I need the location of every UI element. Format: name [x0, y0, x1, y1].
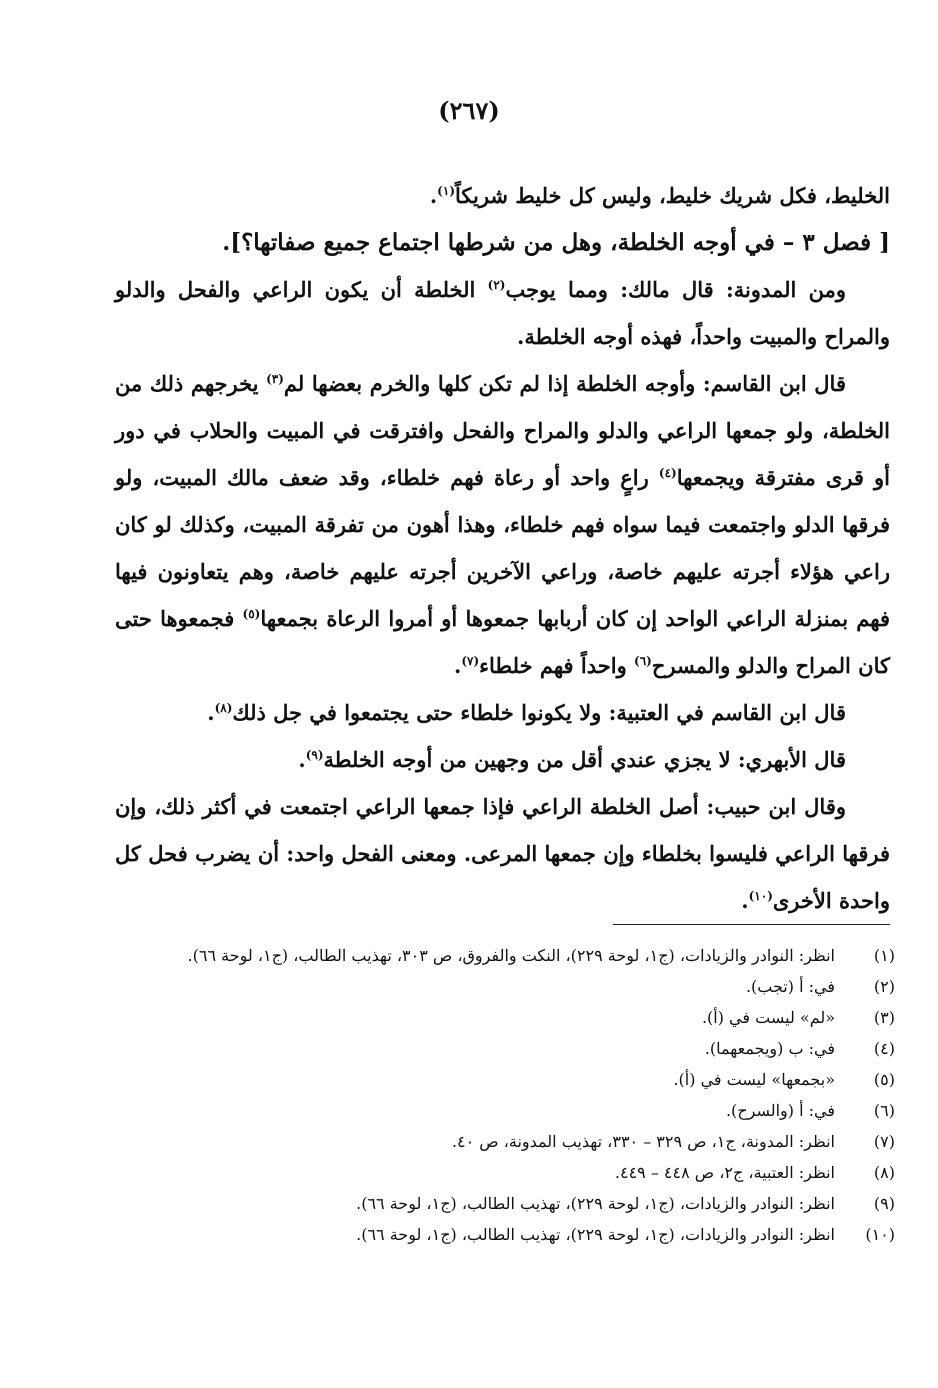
- paragraph-5: [115, 736, 890, 783]
- footnote-ref[interactable]: (٨): [214, 701, 233, 715]
- footnote-number: (٥): [873, 1070, 895, 1089]
- footnote-2: [115, 971, 895, 1002]
- footnote-ref[interactable]: (٢): [487, 278, 506, 292]
- paragraph-2: [115, 266, 890, 360]
- footnote-8: [115, 1157, 895, 1188]
- paragraph-4: [115, 689, 890, 736]
- footnote-4: [115, 1033, 895, 1064]
- footnote-text: انظر: النوادر والزيادات، (ج١، لوحة ٢٢٩)، النكت والفروق، ص ٣٠٣، تهذيب الطالب، (ج١، لوحة ٦٦).: [187, 946, 835, 965]
- footnote-5: [115, 1064, 895, 1095]
- paragraph-text: ومن المدونة: قال مالك: ومما يوجب: [505, 277, 846, 302]
- footnote-number: (٤): [873, 1039, 895, 1058]
- footnote-ref[interactable]: (٩): [305, 748, 324, 762]
- paragraph-end: .: [207, 700, 215, 725]
- footnote-number: (٨): [873, 1163, 895, 1182]
- paragraph-6: [115, 783, 890, 924]
- paragraph-3: [115, 360, 890, 689]
- footnotes: [115, 940, 895, 1250]
- footnote-number: (١٠): [865, 1225, 895, 1244]
- footnote-text: انظر: النوادر والزيادات، (ج١، لوحة ٢٢٩)، تهذيب الطالب، (ج١، لوحة ٦٦).: [356, 1225, 835, 1244]
- paragraph-1: [115, 172, 890, 219]
- footnote-ref[interactable]: (١٠): [748, 889, 773, 903]
- paragraph-end: .: [429, 183, 438, 208]
- footnote-ref[interactable]: (٦): [634, 654, 652, 668]
- footnote-number: (٢): [873, 977, 895, 996]
- paragraph-text: الخلطة أن يكون الراعي والفحل والدلو والمراح والمبيت واحداً، فهذه أوجه الخلطة.: [115, 277, 890, 349]
- footnote-9: [115, 1188, 895, 1219]
- paragraph-text: قال الأبهري: لا يجزي عندي أقل من وجهين من أوجه الخلطة: [323, 747, 846, 772]
- footnote-text: في: أ (والسرح).: [725, 1101, 835, 1120]
- paragraph-text: يخرجهم ذلك من الخلطة، ولو جمعها الراعي والدلو والمراح والفحل وافترقت في المبيت والحلاب في دور أو قرى مفترقة ويجمعها: [115, 371, 890, 490]
- footnote-6: [115, 1095, 895, 1126]
- footnote-text: في: ب (ويجمعهما).: [704, 1039, 835, 1058]
- footnote-number: (٧): [873, 1132, 895, 1151]
- paragraph-text: راعٍ واحد أو رعاة فهم خلطاء، وقد ضعف مالك المبيت، ولو فرقها الدلو واجتمعت فيما سواه فهم خلطاء، وهذا أهون من تفرقة المبيت، وكذلك لو كان راعي هؤلاء أجرته عليهم خاصة، وراعي الآخرين أجرته عليهم خاصة، وهم يتعاونون فيها فهم بمنزلة الراعي الواحد إن كان أربابها جمعوها أو أمروا الرعاة بجمعها: [115, 465, 890, 631]
- footnote-ref[interactable]: (٤): [658, 466, 677, 480]
- footnote-separator: [613, 924, 890, 925]
- paragraph-text: قال ابن القاسم في العتبية: ولا يكونوا خلطاء حتى يجتمعوا في جل ذلك: [232, 700, 846, 725]
- footnote-ref[interactable]: (١): [437, 184, 455, 198]
- paragraph-end: .: [454, 653, 462, 678]
- paragraph-text: واحداً فهم خلطاء: [479, 653, 635, 678]
- footnote-3: [115, 1002, 895, 1033]
- footnote-10: [115, 1219, 895, 1250]
- footnote-ref[interactable]: (٧): [461, 654, 480, 668]
- paragraph-end: .: [741, 888, 749, 913]
- paragraph-text: فجمعوها حتى كان المراح والدلو والمسرح: [115, 606, 890, 678]
- footnote-1: [115, 940, 895, 971]
- footnote-number: (٦): [873, 1101, 895, 1120]
- footnote-ref[interactable]: (٥): [242, 607, 261, 621]
- footnote-number: (٣): [873, 1008, 895, 1027]
- paragraph-text: الخليط، فكل شريك خليط، وليس كل خليط شريكاً: [455, 183, 890, 208]
- footnote-number: (٩): [873, 1194, 895, 1213]
- paragraph-end: .: [298, 747, 306, 772]
- footnote-text: «بجمعها» ليست في (أ).: [673, 1070, 835, 1089]
- footnote-text: «لم» ليست في (أ).: [701, 1008, 835, 1027]
- footnote-7: [115, 1126, 895, 1157]
- footnote-text: في: أ (تجب).: [745, 977, 835, 996]
- footnote-text: انظر: العتبية، ج٢، ص ٤٤٨ – ٤٤٩.: [614, 1163, 835, 1182]
- paragraph-text: قال ابن القاسم: وأوجه الخلطة إذا لم تكن كلها والخرم بعضها لم: [283, 371, 846, 396]
- chapter-heading: [ فصل ٣ – في أوجه الخلطة، وهل من شرطها اجتماع جميع صفاتها؟].: [222, 229, 890, 256]
- footnote-ref[interactable]: (٣): [266, 372, 284, 386]
- footnote-text: انظر: النوادر والزيادات، (ج١، لوحة ٢٢٩)، تهذيب الطالب، (ج١، لوحة ٦٦).: [356, 1194, 835, 1213]
- paragraph-text: وقال ابن حبيب: أصل الخلطة الراعي فإذا جمعها الراعي اجتمعت في أكثر ذلك، وإن فرقها الراعي فليسوا بخلطاء وإن جمعها المرعى. ومعنى الفحل واحد: أن يضرب فحل كل واحدة الأخرى: [115, 794, 890, 913]
- footnote-text: انظر: المدونة، ج١، ص ٣٢٩ – ٣٣٠، تهذيب المدونة، ص ٤٠.: [451, 1132, 835, 1151]
- main-text: [115, 172, 890, 924]
- footnote-number: (١): [873, 946, 895, 965]
- page-number: (٢٦٧): [438, 96, 500, 125]
